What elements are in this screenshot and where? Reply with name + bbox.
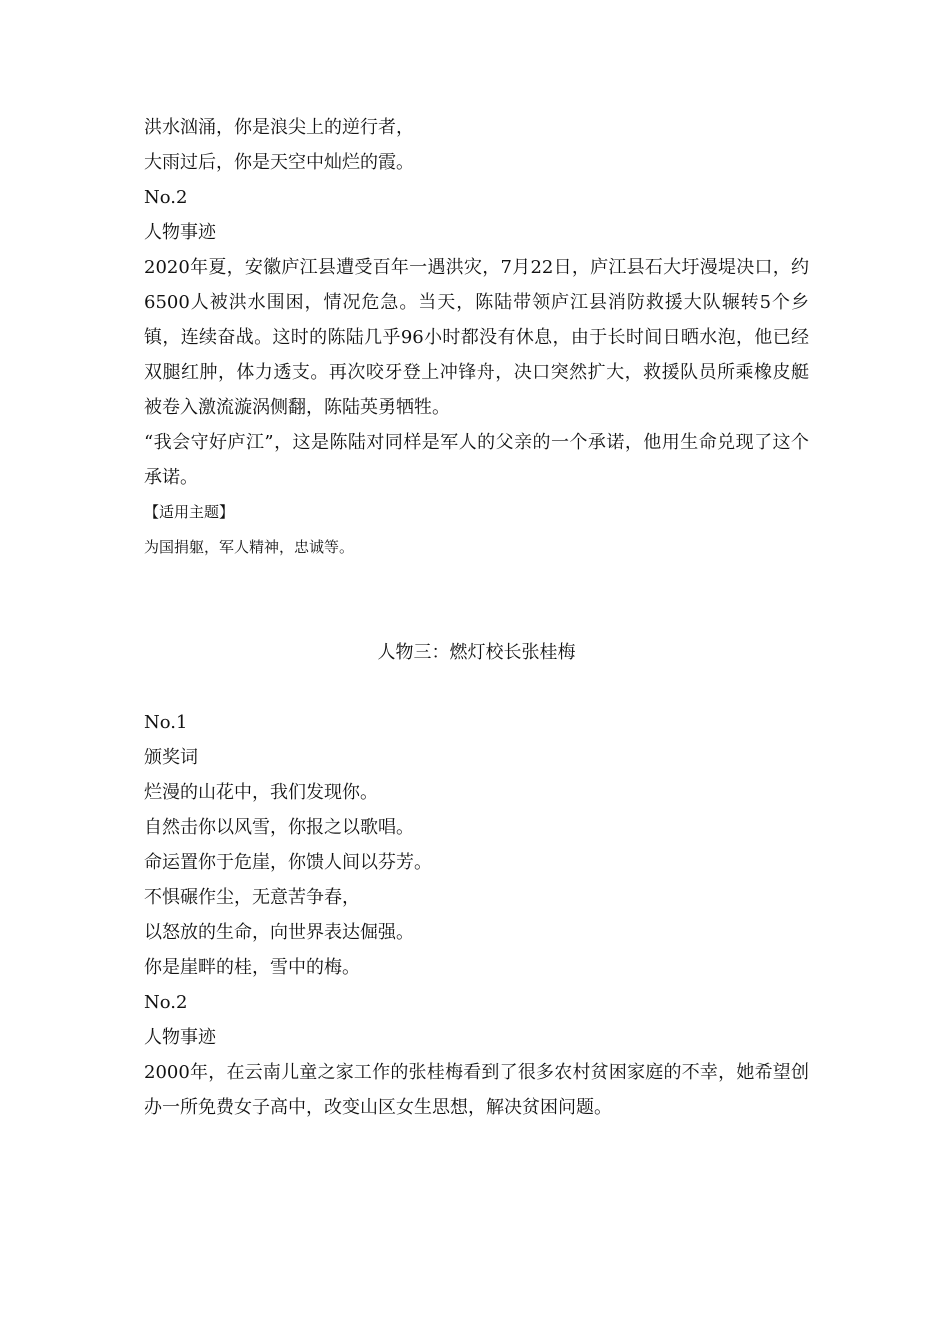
award-line: 不惧碾作尘，无意苦争春，	[144, 887, 360, 908]
theme-text: 为国捐躯，军人精神，忠诚等。	[144, 538, 355, 556]
award-line: 烂漫的山花中，我们发现你。	[144, 782, 378, 803]
deeds-paragraph: 2000年，在云南儿童之家工作的张桂梅看到了很多农村贫困家庭的不幸，她希望创办一所免费女子高中，改变山区女生思想，解决贫困问题。	[144, 1062, 809, 1118]
spacer	[144, 565, 809, 635]
theme-label: 【适用主题】	[144, 503, 235, 521]
award-line: 以怒放的生命，向世界表达倔强。	[144, 922, 414, 943]
award-line: 你是崖畔的桂，雪中的梅。	[144, 957, 360, 978]
award-line: 命运置你于危崖，你馈人间以芬芳。	[144, 852, 432, 873]
person-title: 人物三：燃灯校长张桂梅	[377, 642, 576, 663]
spacer	[144, 670, 809, 705]
deeds-paragraph: “我会守好庐江”，这是陈陆对同样是军人的父亲的一个承诺，他用生命兑现了这个承诺。	[144, 432, 809, 488]
section-number: No.2	[144, 992, 188, 1013]
award-line: 自然击你以风雪，你报之以歌唱。	[144, 817, 414, 838]
section-number: No.1	[144, 712, 188, 733]
document-page	[144, 110, 809, 1125]
deeds-heading: 人物事迹	[144, 222, 216, 243]
award-line: 大雨过后，你是天空中灿烂的霞。	[144, 152, 414, 173]
award-heading: 颁奖词	[144, 747, 198, 768]
deeds-paragraph: 2020年夏，安徽庐江县遭受百年一遇洪灾，7月22日，庐江县石大圩漫堤决口，约6500人被洪水围困，情况危急。当天，陈陆带领庐江县消防救援大队辗转5个乡镇，连续奋战。这时的陈陆几乎96小时都没有休息，由于长时间日晒水泡，他已经双腿红肿，体力透支。再次咬牙登上冲锋舟，决口突然扩大，救援队员所乘橡皮艇被卷入激流漩涡侧翻，陈陆英勇牺牲。	[144, 257, 809, 418]
deeds-heading: 人物事迹	[144, 1027, 216, 1048]
section-number: No.2	[144, 187, 188, 208]
award-line: 洪水汹涌，你是浪尖上的逆行者，	[144, 117, 414, 138]
